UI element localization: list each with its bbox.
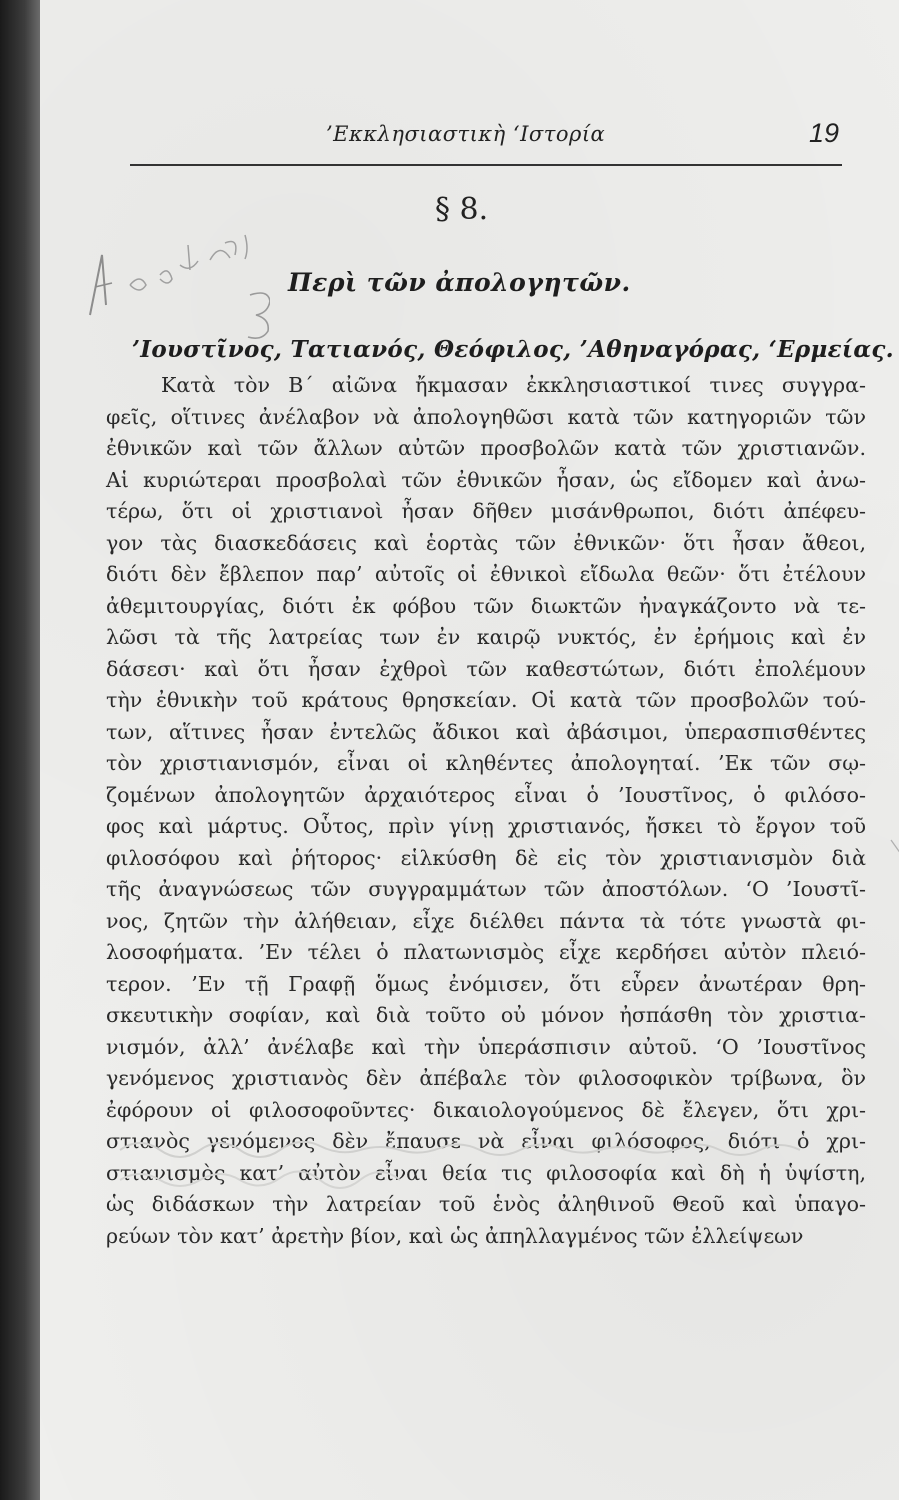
body-line: ἐθνικῶν καὶ τῶν ἄλλων αὐτῶν προσβολῶν κατὰ τῶν χριστιανῶν.: [106, 436, 866, 460]
body-line: φος καὶ μάρτυς. Οὗτος, πρὶν γίνῃ χριστιανός, ἤσκει τὸ ἔργον τοῦ: [106, 814, 866, 838]
body-line: φιλοσόφου καὶ ῥήτορος· εἱλκύσθη δὲ εἰς τὸν χριστιανισμὸν διὰ: [106, 845, 866, 870]
margin-note-icon: [885, 830, 899, 870]
body-line: ρεύων τὸν κατ’ ἀρετὴν βίον, καὶ ὡς ἀπηλλαγμένος τῶν ἐλλείψεων: [106, 1223, 804, 1248]
body-line: δάσεσι· καὶ ὅτι ἦσαν ἐχθροὶ τῶν καθεστώτων, διότι ἐπολέμουν: [106, 656, 866, 681]
body-line: ζομένων ἀπολογητῶν ἀρχαιότερος εἶναι ὁ ’Ιουστῖνος, ὁ φιλόσο-: [106, 782, 866, 807]
book-page: [40, 0, 899, 1500]
running-title: ’Εκκλησιαστικὴ ‘Ιστορία: [326, 122, 606, 146]
section-title: Περὶ τῶν ἀπολογητῶν.: [288, 268, 631, 297]
body-line: Κατὰ τὸν Β΄ αἰῶνα ἤκμασαν ἐκκλησιαστικοί τινες συγγρα-: [161, 373, 866, 397]
body-line: Αἱ κυριώτεραι προσβολαὶ τῶν ἐθνικῶν ἦσαν, ὡς εἴδομεν καὶ ἀνω-: [106, 467, 866, 492]
body-line: τὸν χριστιανισμόν, εἶναι οἱ κληθέντες ἀπολογηταί. ’Εκ τῶν σῳ-: [106, 751, 866, 775]
pencil-annotation-icon: [40, 225, 270, 355]
body-line: τῆς ἀναγνώσεως τῶν συγγραμμάτων τῶν ἀποστόλων. ‘Ο ’Ιουστῖ-: [106, 877, 866, 901]
body-text: [106, 370, 866, 1252]
body-line: φεῖς, οἵτινες ἀνέλαβον νὰ ἀπολογηθῶσι κατὰ τῶν κατηγοριῶν τῶν: [106, 404, 866, 429]
body-line: διότι δὲν ἔβλεπον παρ’ αὐτοῖς οἱ ἐθνικοὶ εἴδωλα θεῶν· ὅτι ἐτέλουν: [106, 562, 866, 586]
body-line: νος, ζητῶν τὴν ἀλήθειαν, εἶχε διέλθει πάντα τὰ τότε γνωστὰ φι-: [106, 908, 866, 933]
body-line: στιανὸς γενόμενος δὲν ἔπαυσε νὰ εἶναι φιλόσοφος, διότι ὁ χρι-: [106, 1129, 866, 1153]
body-line: στιανισμὸς κατ’ αὐτὸν εἶναι θεία τις φιλοσοφία καὶ δὴ ἡ ὑψίστη,: [106, 1160, 866, 1185]
body-line: νισμόν, ἀλλ’ ἀνέλαβε καὶ τὴν ὑπεράσπισιν αὐτοῦ. ‘Ο ’Ιουστῖνος: [106, 1034, 866, 1059]
body-line: των, αἵτινες ἦσαν ἐντελῶς ἄδικοι καὶ ἀβάσιμοι, ὑπερασπισθέντες: [106, 719, 866, 744]
body-line: λοσοφήματα. ’Εν τέλει ὁ πλατωνισμὸς εἶχε κερδήσει αὐτὸν πλειό-: [106, 940, 866, 964]
body-line: τερον. ’Εν τῇ Γραφῇ ὅμως ἐνόμισεν, ὅτι εὗρεν ἀνωτέραν θρη-: [106, 971, 866, 996]
body-line: τὴν ἐθνικὴν τοῦ κράτους θρησκείαν. Οἱ κατὰ τῶν προσβολῶν τού-: [106, 688, 866, 712]
apologists-names: ’Ιουστῖνος, Τατιανός, Θεόφιλος, ’Αθηναγόρας, ‘Ερμείας.: [132, 336, 894, 363]
running-head: [130, 118, 845, 158]
body-line: λῶσι τὰ τῆς λατρείας των ἐν καιρῷ νυκτός, ἐν ἐρήμοις καὶ ἐν: [106, 625, 866, 649]
page-number: 19: [808, 118, 839, 148]
section-mark: § 8.: [435, 192, 489, 227]
faded-handwriting-icon: [100, 1130, 850, 1200]
body-line: σκευτικὴν σοφίαν, καὶ διὰ τοῦτο οὐ μόνον ἠσπάσθη τὸν χριστια-: [106, 1003, 866, 1027]
body-line: ὡς διδάσκων τὴν λατρείαν τοῦ ἑνὸς ἀληθινοῦ Θεοῦ καὶ ὑπαγο-: [106, 1192, 866, 1216]
body-line: τέρω, ὅτι οἱ χριστιανοὶ ἦσαν δῆθεν μισάνθρωποι, διότι ἀπέφευ-: [106, 499, 866, 523]
header-rule: [130, 164, 842, 166]
body-line: ἐφόρουν οἱ φιλοσοφοῦντες· δικαιολογούμενος δὲ ἔλεγεν, ὅτι χρι-: [106, 1097, 866, 1122]
body-line: ἀθεμιτουργίας, διότι ἐκ φόβου τῶν διωκτῶν ἠναγκάζοντο νὰ τε-: [106, 593, 866, 618]
body-line: γον τὰς διασκεδάσεις καὶ ἑορτὰς τῶν ἐθνικῶν· ὅτι ἦσαν ἄθεοι,: [106, 530, 866, 555]
body-line: γενόμενος χριστιανὸς δὲν ἀπέβαλε τὸν φιλοσοφικὸν τρίβωνα, ὃν: [106, 1066, 866, 1090]
